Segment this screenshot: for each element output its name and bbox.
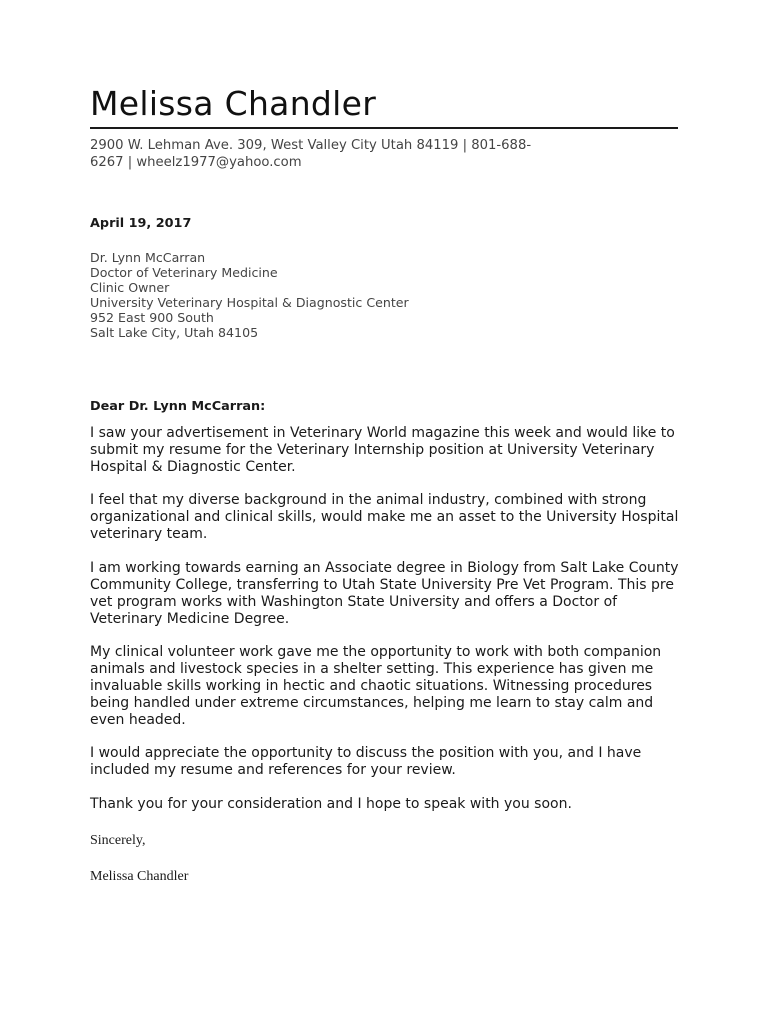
recipient-line: Salt Lake City, Utah 84105 <box>90 325 259 341</box>
recipient-line: Doctor of Veterinary Medicine <box>90 265 278 281</box>
closing: Sincerely, <box>90 833 146 848</box>
recipient-line: Dr. Lynn McCarran <box>90 250 206 265</box>
recipient-line: University Veterinary Hospital & Diagnostic Center <box>90 295 409 311</box>
body-paragraph: I would appreciate the opportunity to discuss the position with you, and I have included my resume and references for your review. <box>90 745 642 778</box>
body-paragraph: My clinical volunteer work gave me the opportunity to work with both companion animals and livestock species in a shelter setting. This experience has given me invaluable skills working in hectic and chaotic situations. Witnessing procedures being handled under extreme circumstances, helping me learn to stay calm and even headed. <box>90 644 662 728</box>
sender-contact-info: 2900 W. Lehman Ave. 309, West Valley City Utah 84119 | 801-688-6267 | wheelz1977@yahoo.com <box>90 138 532 170</box>
sender-name: Melissa Chandler <box>90 84 377 123</box>
recipient-address-block <box>90 250 409 341</box>
signature-name: Melissa Chandler <box>90 869 189 884</box>
recipient-line: 952 East 900 South <box>90 310 214 326</box>
salutation: Dear Dr. Lynn McCarran: <box>90 399 266 414</box>
letter-date: April 19, 2017 <box>90 216 192 231</box>
body-paragraph: I feel that my diverse background in the animal industry, combined with strong organizational and clinical skills, would make me an asset to the University Hospital veterinary team. <box>90 492 679 542</box>
body-paragraph: I saw your advertisement in Veterinary World magazine this week and would like to submit my resume for the Veterinary Internship position at University Veterinary Hospital & Diagnostic Center. <box>90 425 675 475</box>
body-paragraph: I am working towards earning an Associate degree in Biology from Salt Lake County Community College, transferring to Utah State University Pre Vet Program. This pre vet program works with Washington State University and offers a Doctor of Veterinary Medicine Degree. <box>90 560 679 627</box>
header-divider <box>90 127 678 129</box>
recipient-line: Clinic Owner <box>90 280 170 296</box>
body-paragraph: Thank you for your consideration and I hope to speak with you soon. <box>90 796 572 812</box>
